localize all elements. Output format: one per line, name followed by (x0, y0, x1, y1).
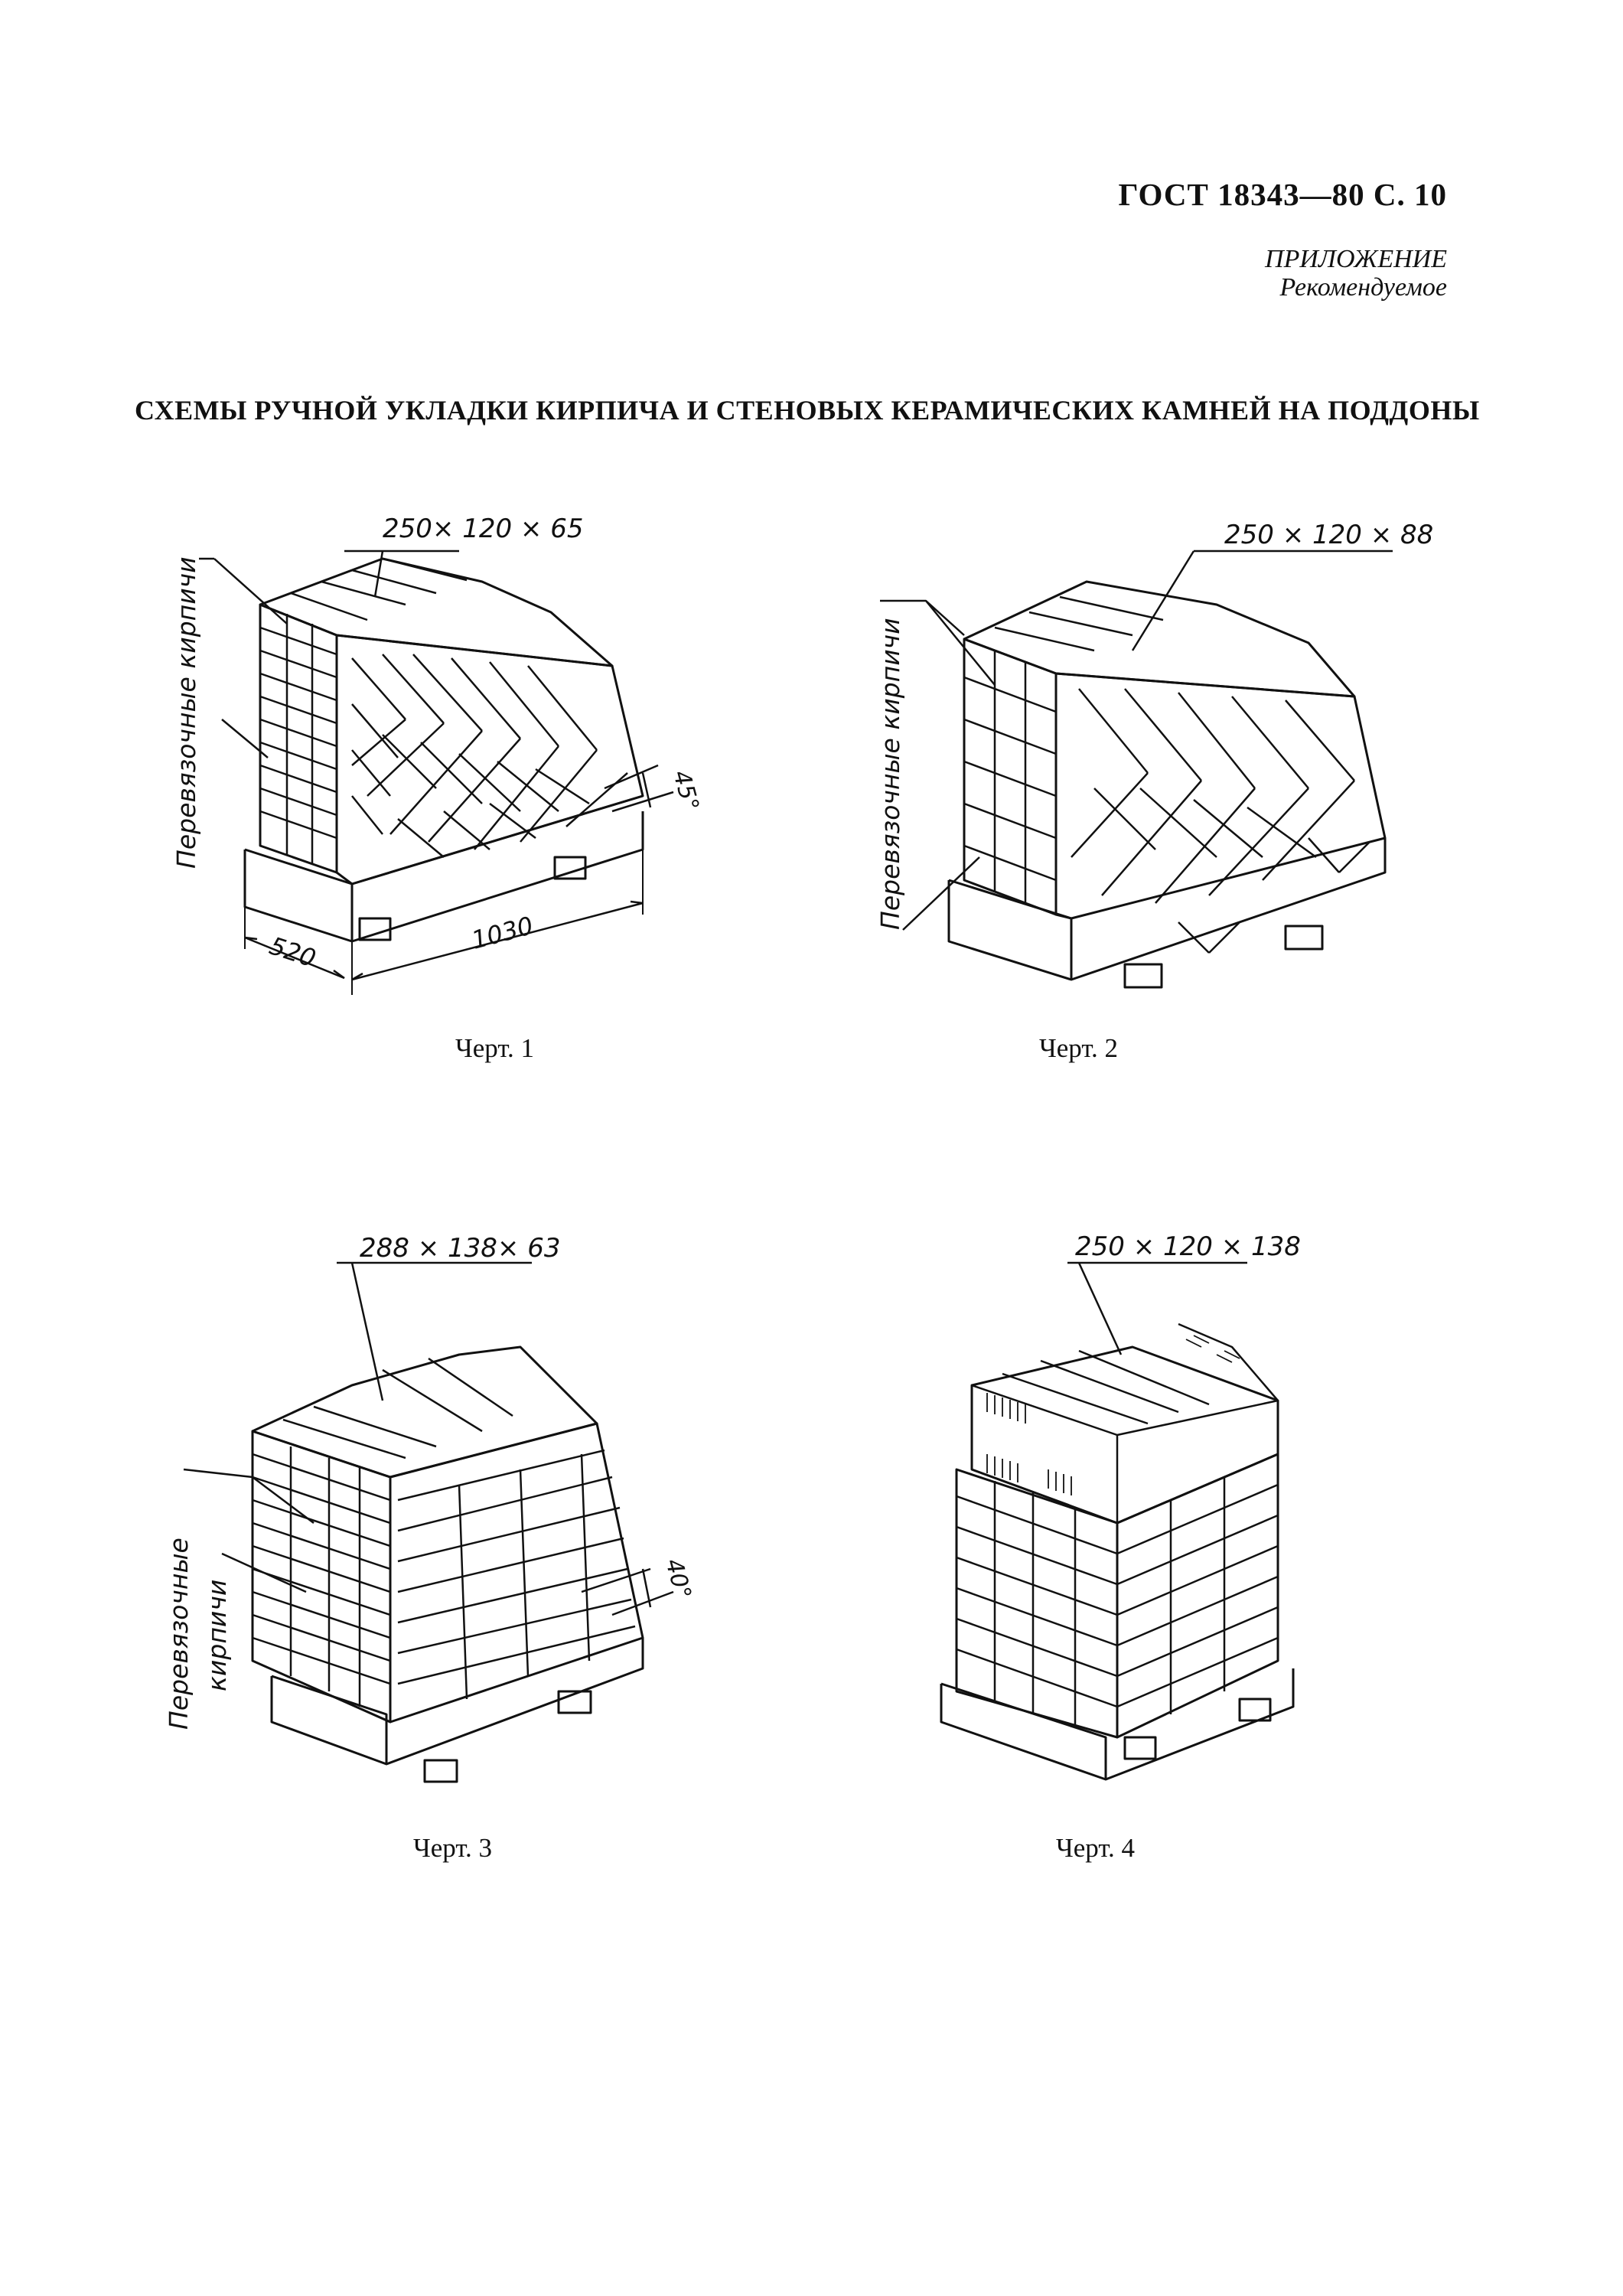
pallet-block (1125, 1737, 1155, 1759)
pallet (949, 838, 1385, 980)
fig3-angle-label: 40° (660, 1556, 696, 1603)
figure-2-drawing (865, 520, 1434, 1010)
leader-line (1067, 1263, 1247, 1355)
doc-reference: ГОСТ 18343—80 С. 10 (1118, 177, 1447, 212)
fig2-side-label: Перевязочные кирпичи (875, 618, 905, 930)
figure-3-drawing (153, 1232, 712, 1783)
fig3-size-label: 288 × 138× 63 (360, 1233, 561, 1264)
figure-1-caption: Черт. 1 (455, 1033, 534, 1063)
figure-2 (865, 520, 1434, 1010)
fig1-side-label: Перевязочные кирпичи (171, 556, 201, 869)
brick-stack (260, 605, 337, 872)
pallet-block (425, 1760, 457, 1782)
pallet-block (1125, 964, 1162, 987)
figure-1 (153, 490, 704, 1010)
fig1-dim-length: 1030 (468, 910, 536, 955)
pallet (245, 811, 643, 941)
figure-3-caption: Черт. 3 (413, 1833, 492, 1863)
figure-4-caption: Черт. 4 (1056, 1833, 1135, 1863)
fig2-size-label: 250 × 120 × 88 (1224, 520, 1434, 550)
figure-2-caption: Черт. 2 (1039, 1033, 1118, 1063)
brick-stack (964, 639, 1056, 915)
figure-1-drawing (153, 490, 704, 1010)
figure-3 (153, 1232, 712, 1783)
leader-line (184, 1469, 314, 1523)
appendix-status: Рекомендуемое (1279, 273, 1447, 302)
page-title: СХЕМЫ РУЧНОЙ УКЛАДКИ КИРПИЧА И СТЕНОВЫХ КЕРАМИЧЕСКИХ КАМНЕЙ НА ПОДДОНЫ (135, 395, 1480, 426)
fig3-side-label-1: Перевязочные (164, 1538, 194, 1730)
appendix-block (1265, 245, 1447, 302)
leader-line (214, 559, 287, 624)
appendix-label: ПРИЛОЖЕНИЕ (1265, 245, 1447, 273)
figure-4 (926, 1232, 1339, 1783)
fig1-angle-label: 45° (667, 768, 704, 814)
fig3-side-label-2: кирпичи (202, 1579, 232, 1691)
fig1-dim-width: 520 (266, 931, 320, 974)
fig4-size-label: 250 × 120 × 138 (1075, 1231, 1301, 1262)
figure-4-drawing (926, 1232, 1339, 1783)
pallet-block (1286, 926, 1322, 949)
fig1-size-label: 250× 120 × 65 (383, 514, 584, 544)
